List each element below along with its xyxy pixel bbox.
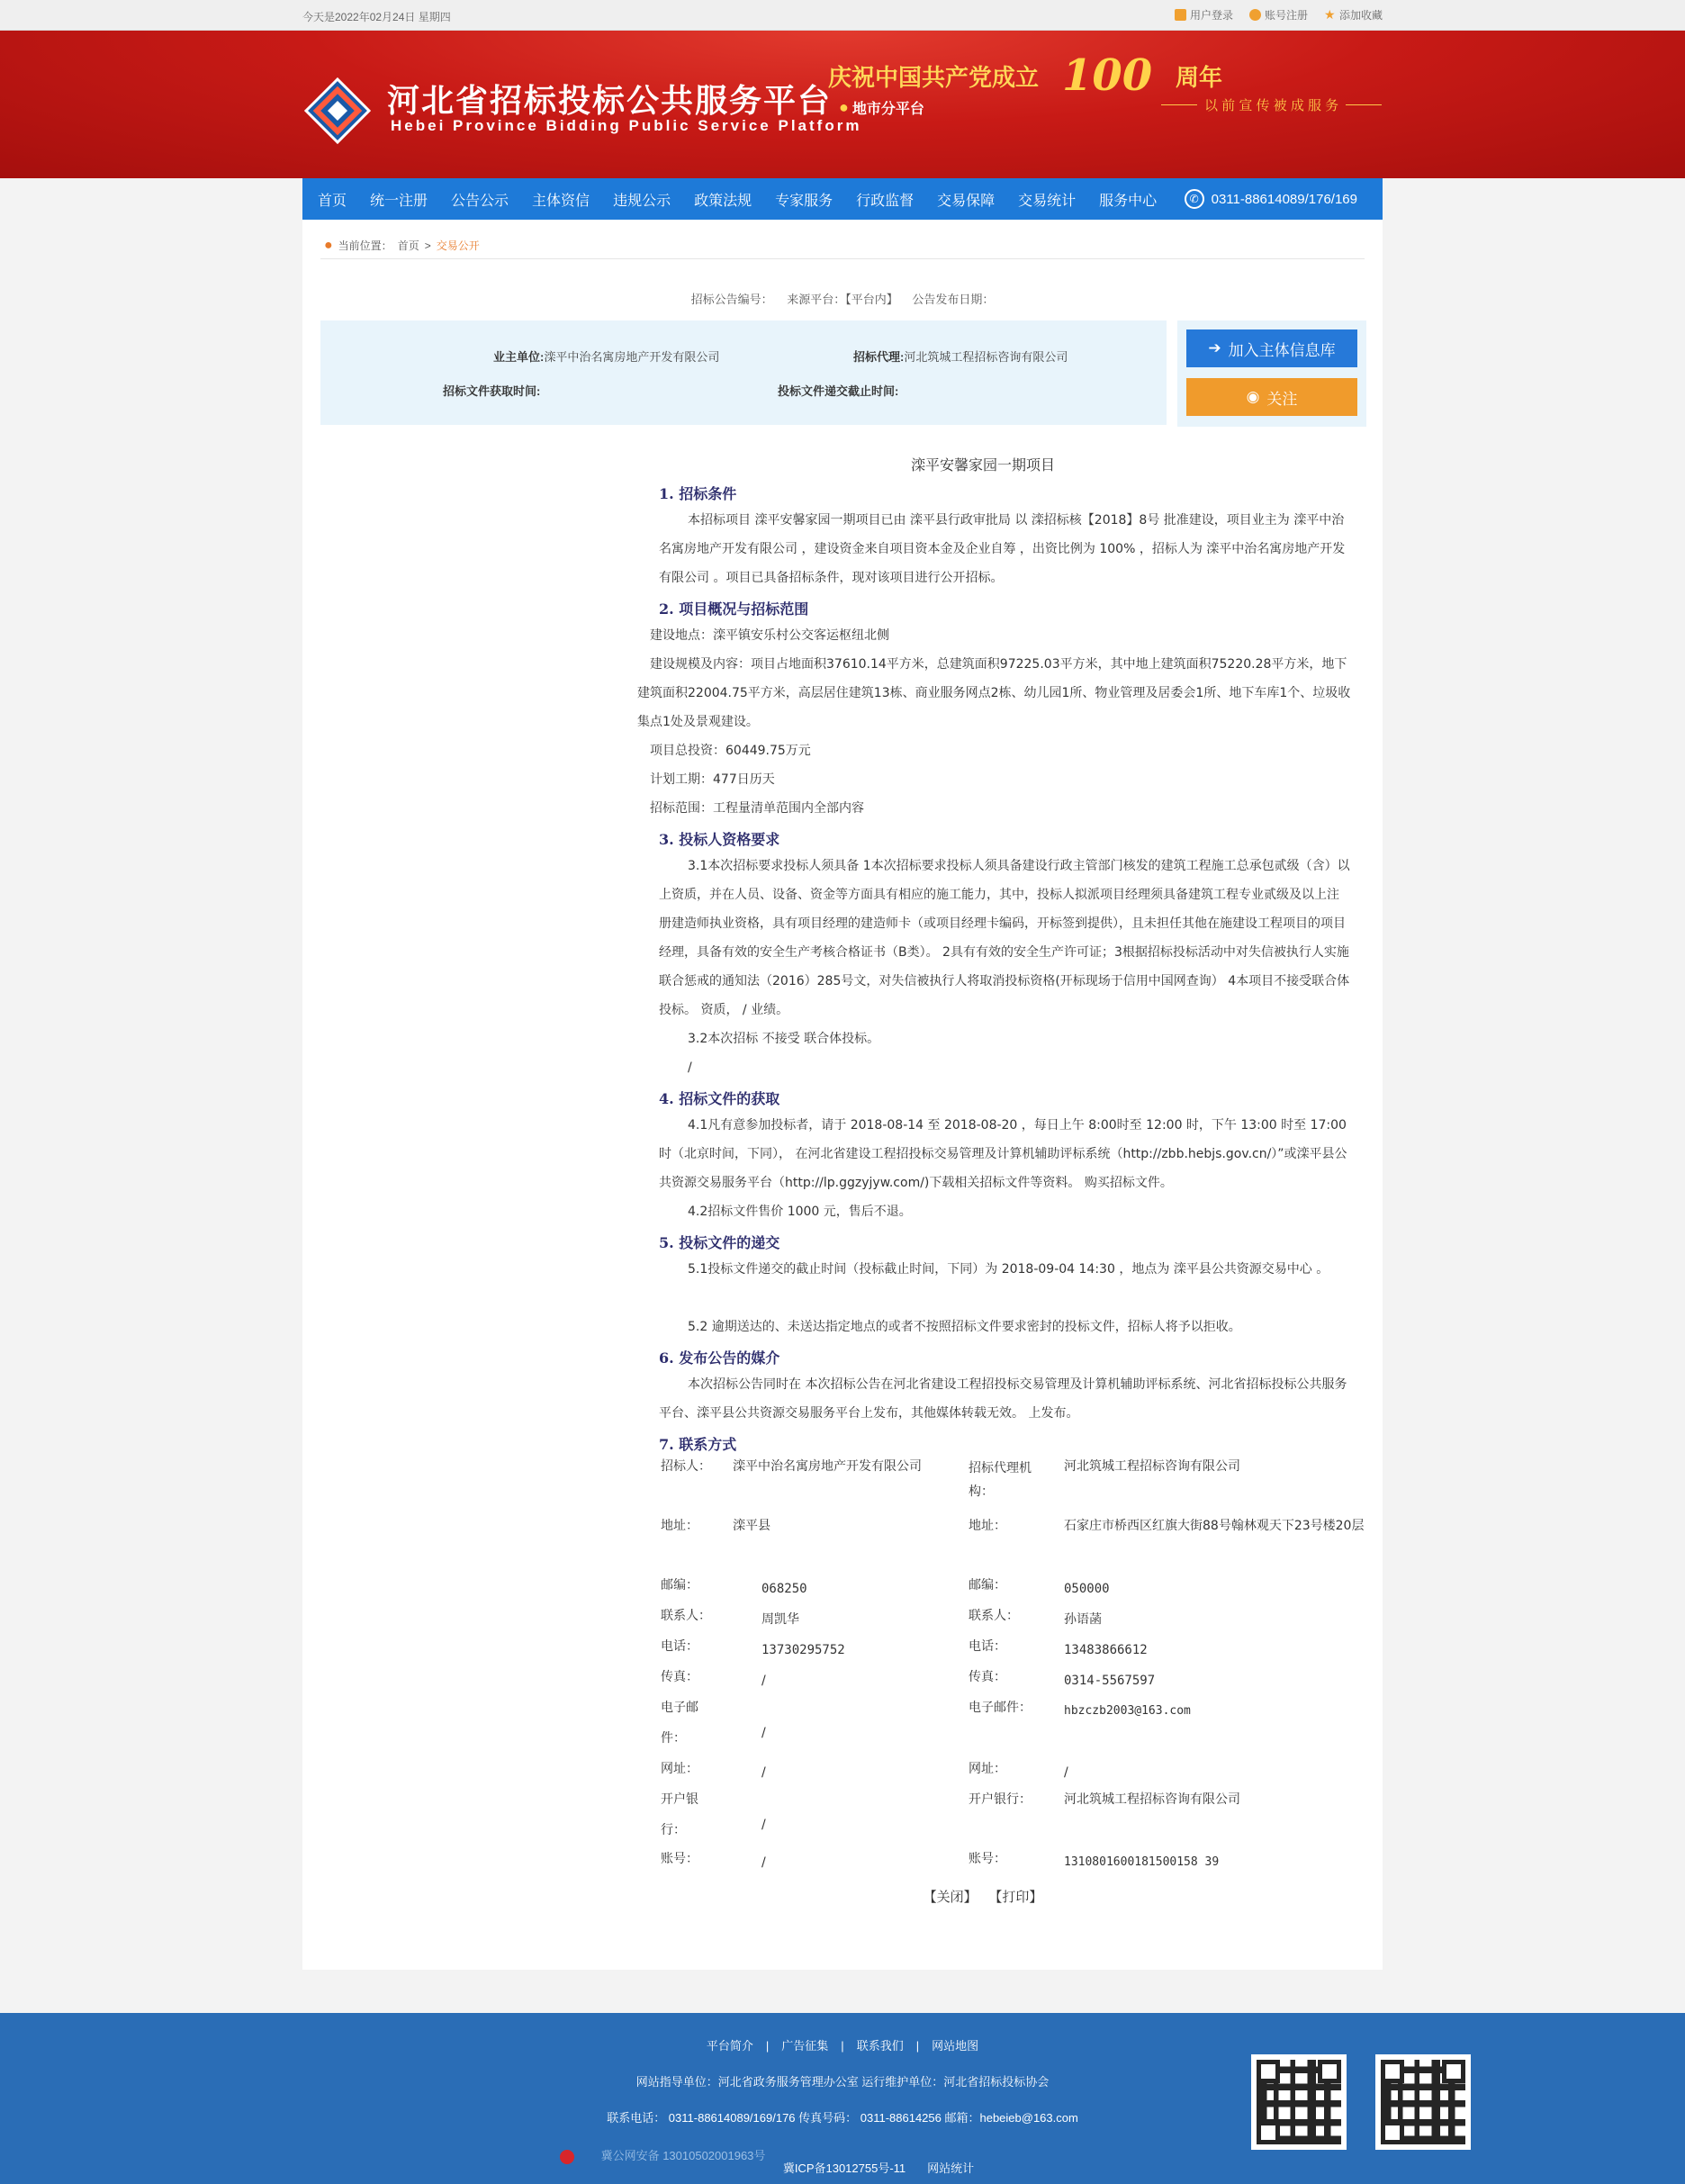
nav-credit[interactable]: 主体资信 <box>532 193 590 209</box>
agent-org-value: 河北筑城工程招标咨询有限公司 <box>1064 1459 1240 1474</box>
phone-icon: ✆ <box>1185 189 1204 209</box>
notice-number: 招标公告编号： <box>690 293 773 306</box>
agent-web-value: / <box>1064 1765 1068 1780</box>
tenderer-phone-label: 电话： <box>661 1639 698 1654</box>
current-date: 今天是2022年02月24日 星期四 <box>302 11 451 23</box>
tenderer-account-label: 账号： <box>661 1852 698 1866</box>
section-2-duration: 计划工期：477日历天 <box>650 772 775 787</box>
agent-zip-value: 050000 <box>1064 1582 1110 1596</box>
agent-contact-value: 孙语菡 <box>1064 1612 1102 1627</box>
tenderer-email-value: / <box>761 1726 766 1740</box>
main-nav <box>302 178 1383 220</box>
tenderer-zip-label: 邮编： <box>661 1578 698 1593</box>
slogan-left: 庆祝中国共产党成立 <box>828 65 1040 92</box>
login-link[interactable] <box>1175 7 1233 23</box>
eye-icon: ◉ <box>1246 388 1260 405</box>
nav-home[interactable]: 首页 <box>318 193 347 209</box>
section-1-heading: 1. 招标条件 <box>659 485 737 502</box>
breadcrumb-separator: > <box>424 239 431 252</box>
tenderer-account-value: / <box>761 1855 766 1870</box>
star-icon: ★ <box>1323 7 1336 22</box>
section-2-heading: 2. 项目概况与招标范围 <box>659 600 809 618</box>
platform-title-cn: 河北省招标投标公共服务平台 <box>387 83 833 120</box>
tenderer-phone-value: 13730295752 <box>761 1643 845 1657</box>
agent-zip-label: 邮编： <box>969 1578 1006 1593</box>
print-button[interactable]: 【打印】 <box>988 1889 1043 1905</box>
tenderer-zip-value: 068250 <box>761 1582 807 1596</box>
nav-service-center[interactable]: 服务中心 <box>1099 193 1158 209</box>
platform-logo-icon[interactable] <box>302 76 373 146</box>
breadcrumb <box>320 232 1365 259</box>
hotline-number: 0311-88614089/176/169 <box>1211 191 1357 207</box>
agent-contact-label: 联系人： <box>969 1609 1019 1623</box>
lock-icon <box>1175 9 1186 21</box>
nav-violations[interactable]: 违规公示 <box>613 193 671 209</box>
motto-line-right <box>1346 104 1382 105</box>
tenderer-web-label: 网址： <box>661 1762 698 1776</box>
agent-field <box>853 347 1068 365</box>
agent-label: 招标代理: <box>853 350 905 364</box>
section-2-scale: 建设规模及内容：项目占地面积37610.14平方米，总建筑面积97225.03平方米，其中地上建筑面积75220.28平方米，地下建筑面积22004.75平方米，高层居住建筑13栋、商业服务网点2栋、幼儿园1所、物业管理及居委会1所、地下车库1个、垃圾收集点1处及景观建设。 <box>637 657 1351 729</box>
owner-value: 滦平中治名寓房地产开发有限公司 <box>544 350 720 364</box>
register-link[interactable] <box>1249 7 1308 23</box>
site-statistics-link[interactable]: 网站统计 <box>927 2161 975 2175</box>
tenderer-value: 滦平中治名寓房地产开发有限公司 <box>733 1459 922 1474</box>
login-label: 用户登录 <box>1189 9 1233 22</box>
agent-value: 河北筑城工程招标咨询有限公司 <box>904 350 1068 364</box>
qr-code-2-pattern <box>1381 2060 1465 2144</box>
deadline-label: 投标文件递交截止时间: <box>778 384 899 398</box>
qr-code-1-pattern <box>1257 2060 1341 2144</box>
get-time-label: 招标文件获取时间: <box>443 384 541 398</box>
section-3-heading: 3. 投标人资格要求 <box>659 831 780 848</box>
register-label: 账号注册 <box>1264 9 1308 22</box>
tenderer-web-value: / <box>761 1765 766 1780</box>
agent-bank-label: 开户银行： <box>969 1792 1032 1807</box>
section-1-text: 本招标项目 滦平安馨家园一期项目已由 滦平县行政审批局 以 滦招标核【2018】8号 批准建设，项目业主为 滦平中治名寓房地产开发有限公司 ，建设资金来自项目资本金及企业自筹 ，出资比例为 100% ，招标人为 滦平中治名寓房地产开发有限公司 。项目已具备招标条件，现对该项目进行公开招标。 <box>659 513 1346 585</box>
footer-guide: 网站指导单位：河北省政务服务管理办公室 运行维护单位：河北省招标投标协会 <box>635 2075 1050 2089</box>
article-title: 滦平安馨家园一期项目 <box>910 456 1055 474</box>
agent-email-label: 电子邮件： <box>969 1701 1032 1715</box>
motto-line-left <box>1161 104 1197 105</box>
close-button[interactable]: 【关闭】 <box>923 1889 978 1905</box>
footer-sep: | <box>841 2039 844 2053</box>
publish-date: 公告发布日期： <box>912 293 995 306</box>
icp-record[interactable]: 冀ICP备13012755号-11 <box>782 2161 906 2175</box>
location-icon: ● <box>324 237 333 253</box>
footer-link-about[interactable]: 平台简介 <box>706 2039 753 2053</box>
footer-links <box>0 2036 1685 2053</box>
section-3-consortium: 3.2本次招标 不接受 联合体投标。 <box>688 1032 880 1046</box>
tenderer-fax-label: 传真： <box>661 1670 698 1684</box>
article-actions <box>623 1887 1343 1906</box>
agent-phone-label: 电话： <box>969 1639 1006 1654</box>
top-strip <box>0 0 1685 31</box>
nav-supervision[interactable]: 行政监督 <box>856 193 915 209</box>
breadcrumb-current[interactable]: 交易公开 <box>436 239 480 252</box>
hotline <box>1185 189 1357 209</box>
section-7-heading: 7. 联系方式 <box>659 1436 737 1453</box>
tenderer-bank-value: / <box>761 1818 766 1832</box>
platform-title-en: Hebei Province Bidding Public Service Platform <box>391 117 862 134</box>
section-4-obtain: 4.1凡有意参加投标者，请于 2018-08-14 至 2018-08-20 ，每日上午 8:00时至 12:00 时，下午 13:00 时至 17:00 时（北京时间，下同）， 在河北省建设工程招投标交易管理及计算机辅助评标系统（http://zbb.hebjs.gov.cn/）”或滦平县公共资源交易服务平台（http://lp.ggzyjyw.com/)下载相关招标文件等资料。 购买招标文件。 <box>659 1118 1347 1190</box>
join-entity-button[interactable] <box>1186 329 1357 367</box>
motto <box>1161 95 1382 114</box>
tenderer-contact-label: 联系人： <box>661 1609 711 1623</box>
sub-platform-label: 地市分平台 <box>852 102 924 117</box>
footer-icp-row <box>36 2159 1685 2176</box>
follow-button[interactable] <box>1186 378 1357 416</box>
footer-sep: | <box>915 2039 920 2053</box>
nav-register[interactable]: 统一注册 <box>370 193 428 209</box>
owner-field <box>493 347 719 365</box>
section-6-media: 本次招标公告同时在 本次招标公告在河北省建设工程招投标交易管理及计算机辅助评标系统、河北省招标投标公共服务平台、滦平县公共资源交易服务平台上发布，其他媒体转载无效。 上发布。 <box>659 1377 1347 1421</box>
location-pin-icon: ● <box>839 98 849 116</box>
main-container <box>302 178 1383 1970</box>
favorite-label: 添加收藏 <box>1338 9 1383 22</box>
join-entity-label: 加入主体信息库 <box>1228 341 1336 359</box>
slogan-right: 周年 <box>1176 65 1223 92</box>
nav-experts[interactable]: 专家服务 <box>775 193 833 209</box>
header-banner <box>0 31 1685 178</box>
section-4-heading: 4. 招标文件的获取 <box>659 1090 780 1107</box>
section-2-location: 建设地点：滦平镇安乐村公交客运枢纽北侧 <box>650 628 889 643</box>
breadcrumb-prefix: 当前位置： <box>338 239 392 252</box>
agent-phone-value: 13483866612 <box>1064 1643 1148 1657</box>
deadline-field <box>778 382 898 399</box>
footer-contact: 联系电话： 0311-88614089/169/176 传真号码： 0311-88614256 邮箱：hebeieb@163.com <box>607 2111 1078 2125</box>
footer-sep: | <box>765 2039 770 2053</box>
section-5-deadline: 5.1投标文件递交的截止时间（投标截止时间，下同）为 2018-09-04 14:30 ，地点为 滦平县公共资源交易中心 。 <box>688 1262 1329 1277</box>
agent-address-label: 地址： <box>969 1519 1006 1533</box>
tenderer-bank-label: 开户银行： <box>661 1792 698 1837</box>
owner-label: 业主单位: <box>493 350 545 364</box>
motto-text: 以 前 宣 传 被 成 服 务 <box>1204 98 1339 113</box>
tenderer-label: 招标人： <box>661 1459 711 1474</box>
agent-email-value[interactable]: hbzczb2003@163.com <box>1064 1704 1191 1718</box>
police-record: 冀公网安备 13010502001963号 <box>600 2149 766 2162</box>
qr-code-1 <box>1251 2054 1347 2150</box>
footer-link-sitemap[interactable]: 网站地图 <box>932 2039 979 2053</box>
section-4-price: 4.2招标文件售价 1000 元，售后不退。 <box>688 1205 912 1219</box>
follow-label: 关注 <box>1266 390 1298 408</box>
agent-fax-label: 传真： <box>969 1670 1006 1684</box>
agent-account-label: 账号： <box>969 1852 1006 1866</box>
agent-fax-value: 0314-5567597 <box>1064 1674 1156 1688</box>
section-3-other: / <box>688 1060 692 1075</box>
section-2-scope: 招标范围：工程量清单范围内全部内容 <box>650 801 864 816</box>
agent-web-label: 网址： <box>969 1762 1006 1776</box>
footer <box>0 2013 1685 2184</box>
source-platform: 来源平台：【平台内】 <box>787 293 898 306</box>
nav-notices[interactable]: 公告公示 <box>451 193 509 209</box>
section-3-qualification: 3.1本次招标要求投标人须具备 1本次招标要求投标人须具备建设行政主管部门核发的建筑工程施工总承包贰级（含）以上资质，并在人员、设备、资金等方面具有相应的施工能力，其中，投标人拟派项目经理须具备建筑工程专业贰级及以上注册建造师执业资格，具有项目经理的建造师卡（或项目经理卡编码，开标签到提供），且未担任其他在施建设工程项目的项目经理，具备有效的安全生产考核合格证书（B类）。 2具有有效的安全生产许可证；3根据招标投标活动中对失信被执行人实施联合惩戒的通知法（2016）285号文，对失信被执行人将取消投标资格(开标现场于信用中国网查询） 4本项目不接受联合体投标。 资质， / 业绩。 <box>659 859 1350 1017</box>
top-links <box>1175 7 1383 23</box>
breadcrumb-home[interactable]: 首页 <box>397 239 419 252</box>
sign-in-icon: ➔ <box>1208 339 1221 356</box>
tenderer-fax-value: / <box>761 1674 766 1688</box>
agent-bank-value: 河北筑城工程招标咨询有限公司 <box>1064 1792 1240 1807</box>
nav-policy[interactable]: 政策法规 <box>694 193 752 209</box>
nav-guarantee[interactable]: 交易保障 <box>937 193 996 209</box>
agent-account-value: 1310801600181500158 39 <box>1064 1855 1220 1869</box>
section-5-reject: 5.2 逾期送达的、未送达指定地点的或者不按照招标文件要求密封的投标文件，招标人将予以拒收。 <box>688 1320 1241 1334</box>
project-info-box <box>320 320 1167 425</box>
agent-address-value: 石家庄市桥西区红旗大街88号翰林观天下23号楼20层 <box>1064 1519 1365 1533</box>
nav-statistics[interactable]: 交易统计 <box>1018 193 1077 209</box>
section-6-heading: 6. 发布公告的媒介 <box>659 1349 780 1367</box>
tenderer-email-label: 电子邮件： <box>661 1701 698 1746</box>
get-time-field <box>443 382 540 399</box>
favorite-link[interactable] <box>1324 7 1383 23</box>
tenderer-address-label: 地址： <box>661 1519 698 1533</box>
agent-org-label: 招标代理机构： <box>969 1461 1032 1499</box>
sub-platform[interactable] <box>839 97 924 118</box>
section-2-investment: 项目总投资：60449.75万元 <box>650 744 811 758</box>
anniversary-badge: 100 <box>1062 50 1153 101</box>
footer-link-contact[interactable]: 联系我们 <box>856 2039 904 2053</box>
notice-meta <box>302 290 1383 307</box>
tenderer-contact-value: 周凯华 <box>761 1612 799 1627</box>
qr-code-2 <box>1375 2054 1471 2150</box>
footer-link-ads[interactable]: 广告征集 <box>781 2039 829 2053</box>
user-icon <box>1249 9 1261 21</box>
section-5-heading: 5. 投标文件的递交 <box>659 1234 780 1251</box>
tenderer-address-value: 滦平县 <box>733 1519 770 1533</box>
